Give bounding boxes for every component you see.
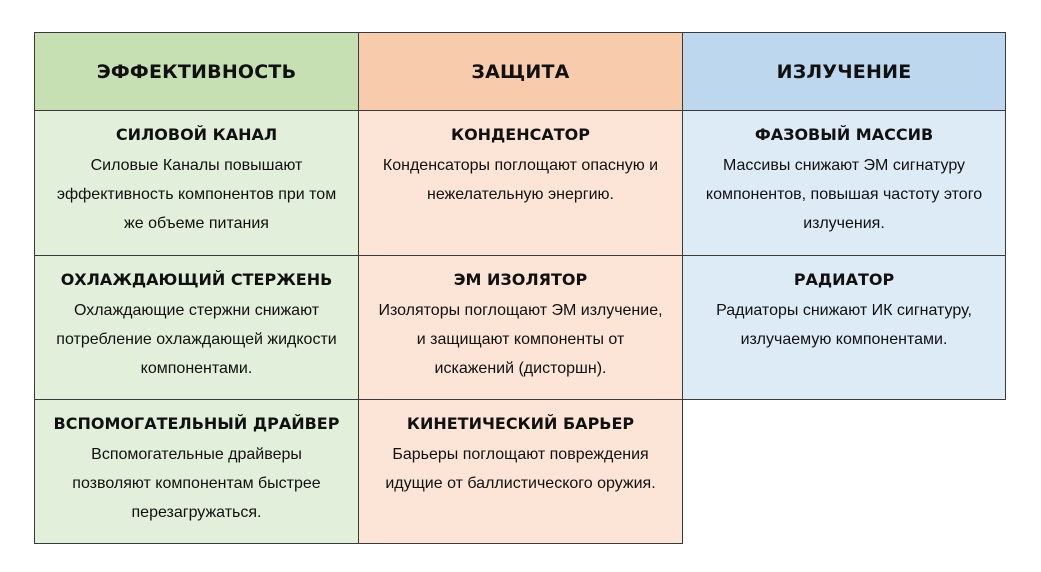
cell-radiator [682,255,1006,400]
cell-capacitor [358,110,683,256]
item-title: КИНЕТИЧЕСКИЙ БАРЬЕР [406,414,635,433]
header-protection-label: ЗАЩИТА [471,60,570,83]
cell-phased-array [682,110,1006,256]
cell-kinetic-barrier [358,399,683,544]
cell-cooling-rod [34,255,359,400]
item-title: ФАЗОВЫЙ МАССИВ [754,125,934,144]
header-efficiency-label: ЭФФЕКТИВНОСТЬ [96,60,297,83]
item-description: Охлаждающие стержни снижают потребление охлаждающей жидкости компонентами. [56,302,337,377]
item-description: Вспомогательные драйверы позволяют компонентам быстрее перезагружаться. [72,446,321,521]
item-description: Изоляторы поглощают ЭМ излучение, и защищают компоненты от искажений (дисторшн). [378,302,663,377]
item-description: Конденсаторы поглощают опасную и нежелательную энергию. [382,157,659,203]
item-title: ЭМ ИЗОЛЯТОР [453,270,588,289]
item-title: СИЛОВОЙ КАНАЛ [115,125,278,144]
item-description: Радиаторы снижают ИК сигнатуру, излучаемую компонентами. [716,302,972,348]
header-efficiency [34,32,359,111]
item-title: РАДИАТОР [793,270,895,289]
header-emission-label: ИЗЛУЧЕНИЕ [776,60,912,83]
item-description: Барьеры поглощают повреждения идущие от баллистического оружия. [385,446,656,492]
item-title: ВСПОМОГАТЕЛЬНЫЙ ДРАЙВЕР [53,414,340,433]
item-title: КОНДЕНСАТОР [450,125,590,144]
header-protection [358,32,683,111]
cell-power-channel [34,110,359,256]
item-description: Силовые Каналы повышают эффективность компонентов при том же объеме питания [56,157,337,232]
item-description: Массивы снижают ЭМ сигнатуру компонентов, повышая частоту этого излучения. [705,157,983,232]
cell-auxiliary-driver [34,399,359,544]
header-emission [682,32,1006,111]
item-title: ОХЛАЖДАЮЩИЙ СТЕРЖЕНЬ [60,270,333,289]
cell-em-insulator [358,255,683,400]
